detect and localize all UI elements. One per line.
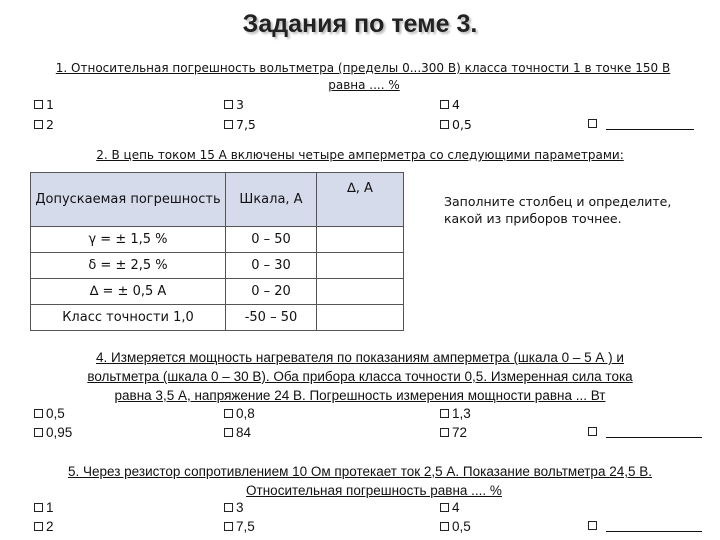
cell-scale: -50 – 50: [226, 305, 317, 331]
checkbox-icon[interactable]: [34, 522, 43, 531]
cell-delta[interactable]: [317, 279, 404, 305]
q1-option-blank[interactable]: [588, 117, 694, 130]
q4-option-1[interactable]: [34, 406, 65, 421]
checkbox-icon[interactable]: [440, 428, 449, 437]
option-label: 1: [46, 97, 54, 112]
checkbox-icon[interactable]: [588, 521, 597, 530]
checkbox-icon[interactable]: [34, 120, 43, 129]
header-scale: Шкала, А: [226, 173, 317, 227]
option-label: 72: [452, 425, 468, 440]
checkbox-icon[interactable]: [34, 428, 43, 437]
option-label: 4: [452, 97, 460, 112]
cell-scale: 0 – 20: [226, 279, 317, 305]
checkbox-icon[interactable]: [224, 522, 233, 531]
checkbox-icon[interactable]: [224, 100, 233, 109]
table-header-row: [31, 173, 404, 227]
option-label: 0,8: [236, 406, 255, 421]
checkbox-icon[interactable]: [440, 120, 449, 129]
cell-delta[interactable]: [317, 305, 404, 331]
option-label: 7,5: [236, 519, 255, 534]
checkbox-icon[interactable]: [34, 409, 43, 418]
question-4-line-2: вольтметра (шкала 0 – 30 В). Оба прибора класса точности 0,5. Измеренная сила тока: [87, 369, 633, 384]
cell-scale: 0 – 30: [226, 253, 317, 279]
cell-error: δ = ± 2,5 %: [31, 253, 226, 279]
q1-option-5[interactable]: [224, 117, 256, 132]
table-row: [31, 305, 404, 331]
cell-error: γ = ± 1,5 %: [31, 227, 226, 253]
question-1-line-2: равна .... %: [328, 78, 400, 92]
question-2-text: 2. В цепь током 15 А включены четыре амперметра со следующими параметрами:: [96, 148, 624, 162]
option-label: 0,5: [452, 117, 472, 132]
option-label: 84: [236, 425, 252, 440]
q5-option-1[interactable]: [34, 500, 54, 515]
checkbox-icon[interactable]: [588, 119, 597, 128]
header-error: Допускаемая погрешность: [31, 173, 226, 227]
q1-option-2[interactable]: [224, 97, 244, 112]
table-row: [31, 227, 404, 253]
option-label: 4: [452, 500, 460, 515]
cell-error: ∆ = ± 0,5 А: [31, 279, 226, 305]
answer-blank[interactable]: [606, 519, 702, 532]
table-instruction: Заполните столбец и определите, какой из приборов точнее.: [444, 194, 672, 226]
q4-option-2[interactable]: [224, 406, 255, 421]
q4-option-4[interactable]: [34, 425, 72, 440]
checkbox-icon[interactable]: [588, 427, 597, 436]
question-1-line-1: 1. Относительная погрешность вольтметра (пределы 0...300 В) класса точности 1 в точке 150 В: [55, 61, 671, 75]
cell-delta[interactable]: [317, 253, 404, 279]
checkbox-icon[interactable]: [224, 503, 233, 512]
q5-option-6[interactable]: [440, 519, 471, 534]
question-5-line-2: Относительная погрешность равна .... %: [246, 483, 502, 498]
answer-blank[interactable]: [606, 117, 694, 130]
checkbox-icon[interactable]: [224, 428, 233, 437]
header-delta: ∆, А: [317, 173, 404, 227]
page-title: Задания по теме 3.: [242, 10, 478, 38]
checkbox-icon[interactable]: [224, 409, 233, 418]
option-label: 3: [236, 500, 244, 515]
q4-option-3[interactable]: [440, 406, 471, 421]
q4-option-blank[interactable]: [588, 425, 702, 438]
q1-option-1[interactable]: [34, 97, 54, 112]
q1-option-6[interactable]: [440, 117, 472, 132]
cell-error: Класс точности 1,0: [31, 305, 226, 331]
question-5-line-1: 5. Через резистор сопротивлением 10 Ом протекает ток 2,5 А. Показание вольтметра 24,5 В.: [68, 464, 652, 479]
option-label: 0,5: [452, 519, 471, 534]
checkbox-icon[interactable]: [34, 503, 43, 512]
option-label: 2: [46, 117, 54, 132]
cell-scale: 0 – 50: [226, 227, 317, 253]
q1-option-3[interactable]: [440, 97, 460, 112]
checkbox-icon[interactable]: [440, 522, 449, 531]
option-label: 7,5: [236, 117, 256, 132]
q5-option-5[interactable]: [224, 519, 255, 534]
q5-option-3[interactable]: [440, 500, 460, 515]
table-row: [31, 279, 404, 305]
option-label: 3: [236, 97, 244, 112]
q5-option-blank[interactable]: [588, 519, 702, 532]
checkbox-icon[interactable]: [440, 503, 449, 512]
table-row: [31, 253, 404, 279]
checkbox-icon[interactable]: [440, 100, 449, 109]
cell-delta[interactable]: [317, 227, 404, 253]
checkbox-icon[interactable]: [440, 409, 449, 418]
option-label: 1,3: [452, 406, 471, 421]
option-label: 0,5: [46, 406, 65, 421]
checkbox-icon[interactable]: [224, 120, 233, 129]
option-label: 2: [46, 519, 54, 534]
question-4-line-1: 4. Измеряется мощность нагревателя по показаниям амперметра (шкала 0 – 5 А ) и: [96, 350, 624, 365]
q5-option-4[interactable]: [34, 519, 54, 534]
q4-option-5[interactable]: [224, 425, 251, 440]
option-label: 1: [46, 500, 54, 515]
ammeter-table: [30, 172, 404, 331]
answer-blank[interactable]: [606, 425, 702, 438]
question-4-line-3: равна 3,5 А, напряжение 24 В. Погрешность измерения мощности равна ... Вт: [114, 388, 606, 403]
q5-option-2[interactable]: [224, 500, 244, 515]
q1-option-4[interactable]: [34, 117, 54, 132]
checkbox-icon[interactable]: [34, 100, 43, 109]
q4-option-6[interactable]: [440, 425, 467, 440]
option-label: 0,95: [46, 425, 73, 440]
